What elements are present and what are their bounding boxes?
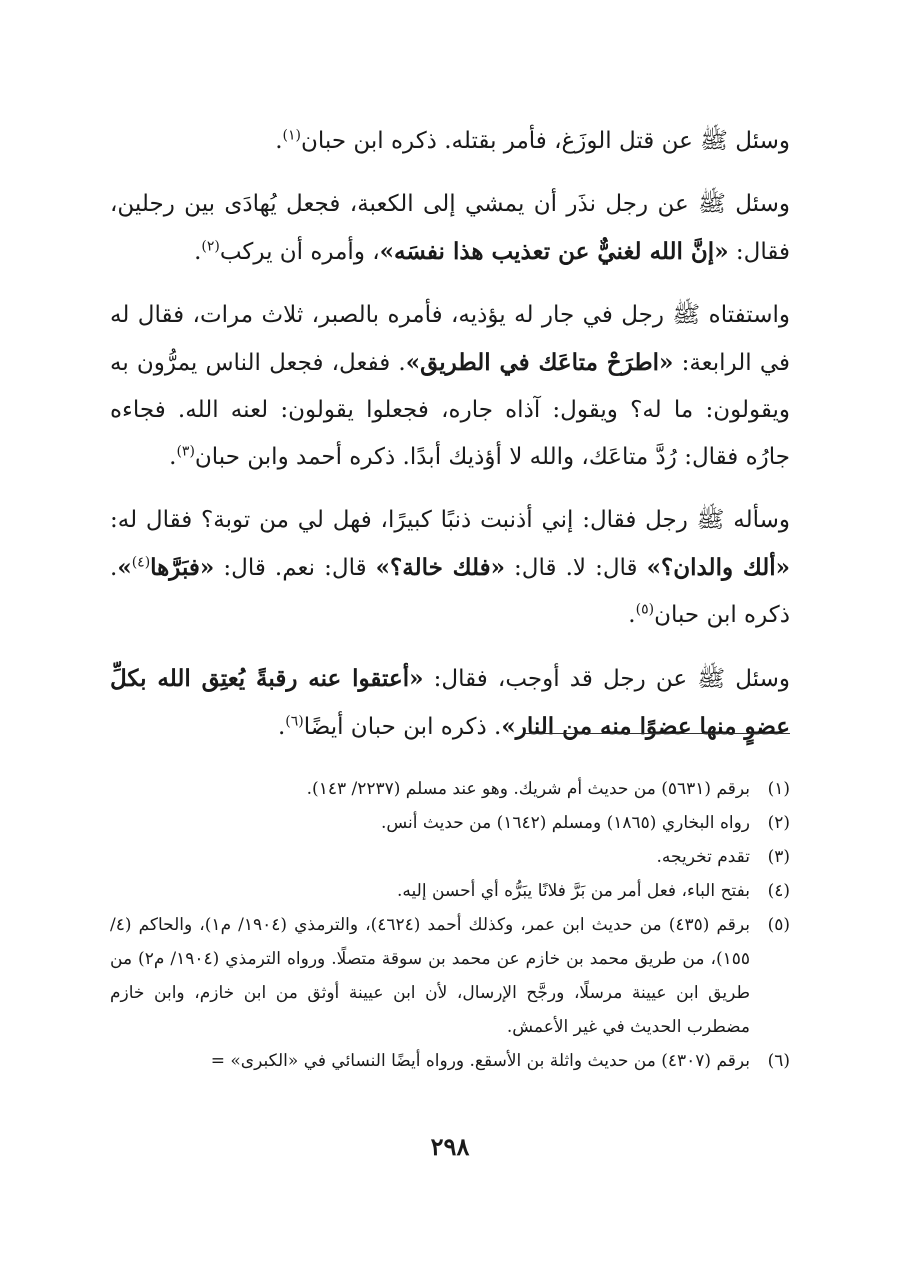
paragraph-text: وسأله ﷺ رجل فقال: إني أذنبت ذنبًا كبيرًا، فهل لي من توبة؟ فقال له: [110, 507, 790, 533]
footnote-text: برقم (٥٦٣١) من حديث أم شريك. وهو عند مسلم (٢٢٣٧/ ١٤٣). [306, 779, 750, 799]
footnote-text: تقدم تخريجه. [656, 847, 750, 867]
paragraph-text: وسئل ﷺ عن رجل قد أوجب، فقال: [423, 666, 790, 692]
footnote [110, 874, 790, 908]
footnote [110, 840, 790, 874]
paragraph [110, 292, 790, 481]
hadith-quote: «ألك والدان؟» [646, 554, 790, 581]
footnote-marker[interactable]: (١) [282, 127, 302, 144]
footnote-marker[interactable]: (٥) [635, 601, 655, 618]
footnote-number: (١) [767, 779, 790, 799]
hadith-quote: «إنَّ الله لغنيٌّ عن تعذيب هذا نفسَه» [379, 238, 729, 265]
footnote-text: بفتح الباء، فعل أمر من بَرَّ فلانًا يبَرُّه أي أحسن إليه. [397, 881, 750, 901]
footnote-marker[interactable]: (٣) [176, 443, 195, 460]
page-number: ٢٩٨ [430, 1132, 470, 1161]
footnote-number: (٢) [767, 813, 790, 833]
footnote-number: (٤) [767, 881, 790, 901]
footnote-marker[interactable]: (٤) [131, 554, 151, 571]
paragraph-text: . ذكره ابن حبان [110, 555, 790, 628]
paragraph-text: . [277, 714, 286, 740]
paragraph-text: . [628, 602, 636, 628]
paragraph-text: قال: لا. قال: [504, 555, 647, 581]
paragraph-text: . [275, 128, 283, 154]
paragraph-text: قال: نعم. قال: [214, 555, 376, 581]
paragraph [110, 655, 790, 751]
footnote-text: برقم (٤٣٥) من حديث ابن عمر، وكذلك أحمد (٤٦٢٤)، والترمذي (١٩٠٤/ م١)، والحاكم (٤/ ١٥٥)، من طريق محمد بن خازم عن محمد بن سوقة متصلًا. ورواه الترمذي (١٩٠٤/ م٢) من طريق ابن عيينة مرسلًا، ورجَّح الإرسال، لأن ابن عيينة أوثق من ابن خازم، وابن خازم مضطرب الحديث في غير الأعمش. [110, 915, 750, 1037]
paragraph-text: . [169, 444, 177, 470]
hadith-quote: «اطرَحْ متاعَك في الطريق» [405, 349, 674, 376]
paragraph-text: واستفتاه ﷺ رجل في جار له يؤذيه، فأمره بالصبر، ثلاث مرات، فقال له في الرابعة: [110, 302, 790, 376]
footnote [110, 772, 790, 806]
footnote-text: رواه البخاري (١٨٦٥) ومسلم (١٦٤٢) من حديث أنس. [380, 813, 750, 833]
footnote-number: (٥) [767, 915, 790, 935]
paragraph [110, 497, 790, 639]
footnote [110, 1044, 790, 1078]
footnote-text: برقم (٤٣٠٧) من حديث واثلة بن الأسقع. ورواه أيضًا النسائي في «الكبرى» = [210, 1051, 750, 1071]
hadith-quote: «فلك خالة؟» [375, 554, 505, 581]
paragraph-text: . [194, 239, 202, 265]
footnote-number: (٦) [767, 1051, 790, 1071]
footnote-divider [525, 733, 790, 734]
footnotes [110, 772, 790, 1078]
paragraph-text: وسئل ﷺ عن قتل الوزَغ، فأمر بقتله. ذكره ابن حبان [301, 128, 790, 154]
footnote-marker[interactable]: (٦) [285, 713, 304, 730]
hadith-quote: » [117, 554, 132, 581]
paragraph-text: وسئل ﷺ عن رجل نذَر أن يمشي إلى الكعبة، فجعل يُهادَى بين رجلين، فقال: [110, 191, 790, 265]
paragraph [110, 118, 790, 165]
paragraph-text: . ذكره ابن حبان أيضًا [303, 714, 502, 740]
paragraph-text: . ففعل، فجعل الناس يمرُّون به ويقولون: ما له؟ ويقول: آذاه جاره، فجعلوا يقولون: لعنه الله. فجاءه جارُه فقال: رُدَّ متاعَك، والله لا أؤذيك أبدًا. ذكره أحمد وابن حبان [110, 350, 790, 470]
paragraph [110, 181, 790, 276]
footnote-marker[interactable]: (٢) [201, 238, 220, 255]
hadith-quote: «فبَرَّها [150, 554, 215, 581]
paragraph-text: ، وأمره أن يركب [219, 239, 380, 265]
footnote-number: (٣) [767, 847, 790, 867]
footnote [110, 908, 790, 1044]
hadith-quote: «أعتقوا عنه رقبةً يُعتِق الله بكلِّ عضوٍ منها عضوًا منه من النار» [110, 665, 790, 740]
main-text [110, 118, 790, 767]
footnote [110, 806, 790, 840]
